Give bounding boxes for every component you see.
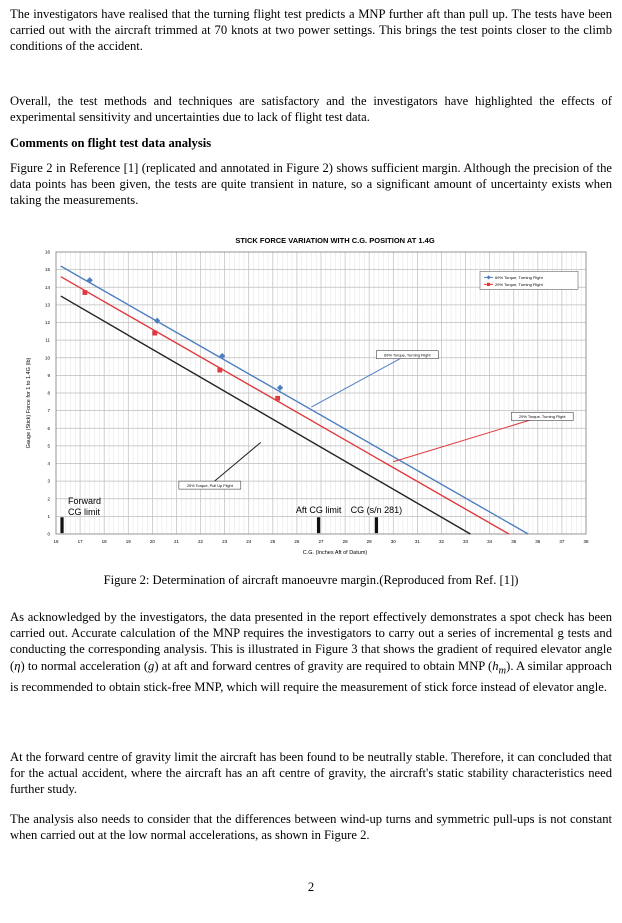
stick-force-chart — [20, 228, 610, 558]
paragraph-analysis: The analysis also needs to consider that the differences between wind-up turns and symmetric pull-ups is not constant when carried out at the low normal accelerations, as shown in Figure 2. — [10, 812, 612, 843]
data-point-square — [217, 368, 222, 373]
x-tick-label: 29 — [366, 539, 372, 544]
legend-swatch-marker — [487, 283, 490, 286]
data-point-square — [275, 396, 280, 401]
x-tick-label: 32 — [438, 539, 444, 544]
x-tick-label: 21 — [173, 539, 179, 544]
chart-grid — [56, 252, 586, 534]
x-tick-label: 28 — [342, 539, 348, 544]
paragraph-turning-flight: The investigators have realised that the turning flight test predicts a MNP further aft than pull up. The tests have been carried out with the aircraft trimmed at 70 knots at two power settings. This brings the test points closer to the climb conditions of the accident. — [10, 7, 612, 54]
x-tick-label: 18 — [101, 539, 107, 544]
chart-legend — [480, 271, 578, 289]
y-tick-label: 3 — [47, 478, 50, 484]
figure-stick-force-chart — [20, 228, 610, 558]
symbol-eta: η — [14, 658, 21, 673]
legend-entry: 69% Torque, Turning Flight — [495, 274, 543, 280]
cg-marker-label: Aft CG limit — [295, 504, 342, 515]
chart-title: STICK FORCE VARIATION WITH C.G. POSITION AT 1.4G — [235, 236, 435, 245]
chart-markers — [60, 496, 402, 533]
callout-label: 69% Torque, Turning Flight — [384, 352, 431, 358]
x-tick-label: 30 — [390, 539, 396, 544]
data-point-square — [83, 290, 88, 295]
y-tick-label: 0 — [47, 531, 50, 537]
section-heading: Comments on flight test data analysis — [10, 136, 212, 150]
x-tick-label: 20 — [149, 539, 155, 544]
series-line-0 — [61, 266, 528, 534]
x-tick-label: 36 — [535, 539, 541, 544]
chart-y-axis-label: Gauge (Stick) Force for 1 to 1.4G (lb) — [26, 357, 32, 449]
x-tick-label: 33 — [463, 539, 469, 544]
callout-label: 29% Torque, Pull Up Flight — [186, 482, 233, 488]
chart-series — [61, 266, 528, 534]
chart-x-axis-label: C.G. (Inches Aft of Datum) — [302, 550, 368, 556]
x-tick-label: 38 — [583, 539, 589, 544]
paragraph-spot-check-text-3: ) at aft and forward centres of gravity are required to obtain MNP ( — [154, 658, 493, 673]
cg-marker-bar — [317, 517, 320, 533]
cg-marker-bar — [375, 517, 378, 533]
y-tick-label: 10 — [44, 355, 50, 361]
y-tick-label: 8 — [47, 390, 50, 396]
cg-marker-bar — [60, 517, 63, 533]
y-tick-label: 9 — [47, 372, 50, 378]
x-tick-label: 22 — [198, 539, 204, 544]
y-tick-label: 5 — [47, 443, 50, 449]
x-tick-label: 37 — [559, 539, 565, 544]
data-point-diamond — [87, 277, 93, 283]
paragraph-forward-cg: At the forward centre of gravity limit the aircraft has been found to be neutrally stable. Therefore, it can concluded that for the actual accident, where the aircraft has an aft centre of gravity, the aircraft's static stability characteristics need further study. — [10, 750, 612, 797]
figure-caption: Figure 2: Determination of aircraft manoeuvre margin.(Reproduced from Ref. [1]) — [103, 573, 519, 587]
x-tick-label: 24 — [246, 539, 252, 544]
symbol-g: g — [148, 658, 155, 673]
chart-axes — [45, 250, 589, 544]
paragraph-spot-check-text-2: ) to normal acceleration ( — [20, 658, 149, 673]
y-tick-label: 6 — [47, 425, 50, 431]
callout-label: 29% Torque, Turning Flight — [519, 414, 566, 420]
cg-marker-label: Forward — [68, 496, 102, 507]
callout-leader-line — [393, 416, 542, 461]
y-tick-label: 12 — [44, 320, 50, 326]
y-tick-label: 4 — [47, 461, 50, 467]
x-tick-label: 35 — [511, 539, 517, 544]
x-tick-label: 34 — [487, 539, 493, 544]
y-tick-label: 2 — [47, 496, 50, 502]
legend-entry: 29% Torque, Turning Flight — [495, 281, 543, 287]
paragraph-figure-reference: Figure 2 in Reference [1] (replicated and annotated in Figure 2) shows sufficient margin. Although the precision of the data points has been given, the tests are quite transient in nature, so a significant amount of uncertainty exists when taking the measurements. — [10, 161, 612, 208]
data-point-square — [152, 331, 157, 336]
y-tick-label: 7 — [47, 408, 50, 414]
x-tick-label: 25 — [270, 539, 276, 544]
cg-marker-label: CG (s/n 281) — [350, 504, 403, 515]
paragraph-spot-check-text-1: As acknowledged by the investigators, the data presented in the report effectively demonstrates a spot check has been carried out. Accurate calculation of the MNP requires the investigators to carry out a series of incremental g tests and conducting the corresponding analysis. This is illustrated in Figure 3 that shows the gradient of required elevator angle ( — [10, 610, 612, 673]
y-tick-label: 14 — [44, 284, 50, 290]
x-tick-label: 19 — [125, 539, 131, 544]
y-tick-label: 16 — [44, 249, 50, 255]
x-tick-label: 16 — [53, 539, 59, 544]
x-tick-label: 23 — [222, 539, 228, 544]
paragraph-test-methods: Overall, the test methods and techniques are satisfactory and the investigators have highlighted the effects of experimental sensitivity and uncertainties due to lack of flight test data. — [10, 94, 612, 125]
x-tick-label: 17 — [77, 539, 83, 544]
x-tick-label: 27 — [318, 539, 324, 544]
y-tick-label: 1 — [47, 513, 50, 519]
cg-marker-label: CG limit — [68, 507, 101, 518]
page-number: 2 — [307, 880, 315, 894]
x-tick-label: 26 — [294, 539, 300, 544]
y-tick-label: 13 — [44, 302, 50, 308]
y-tick-label: 11 — [45, 337, 50, 343]
paragraph-spot-check-text-4: ). A similar approach is recommended to obtain stick-free MNP, which will require the measurement of stick force instead of elevator angle. — [10, 658, 612, 695]
y-tick-label: 15 — [44, 267, 50, 273]
paragraph-spot-check — [10, 609, 612, 696]
series-line-2 — [61, 296, 471, 534]
symbol-h: h — [492, 658, 499, 673]
symbol-h-subscript: m — [498, 665, 507, 677]
x-tick-label: 31 — [414, 539, 420, 544]
